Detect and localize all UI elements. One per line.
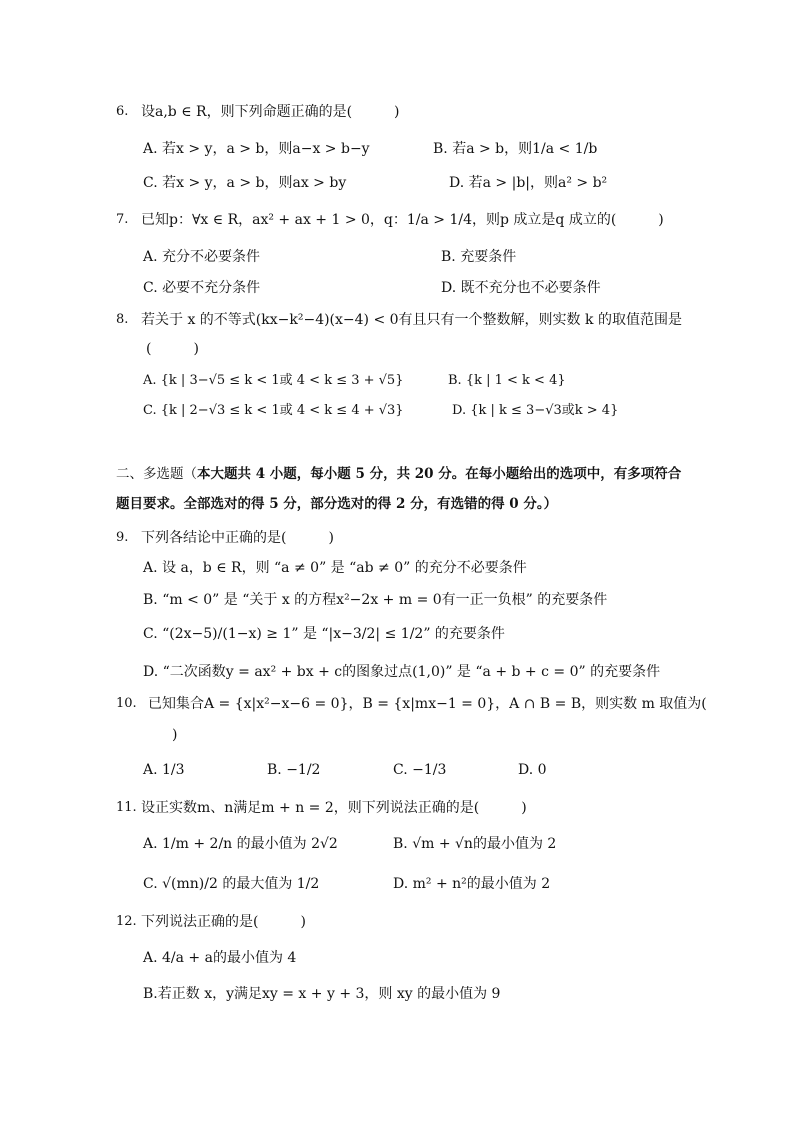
question-number: 9.: [116, 530, 129, 545]
option-a: A. 若x > y，a > b，则a−x > b−y: [143, 141, 370, 157]
option-d: D. 既不充分也不必要条件: [441, 280, 601, 296]
option-b: B. {k | 1 < k < 4}: [448, 373, 566, 388]
option-a: A. 1/m + 2/n 的最小值为 2√2: [143, 836, 338, 852]
option-a: A. 设 a，b ∈ R，则 “a ≠ 0” 是 “ab ≠ 0” 的充分不必要条件: [143, 560, 527, 576]
option-b: B. 充要条件: [441, 249, 517, 265]
option-d: D. “二次函数y = ax² + bx + c的图象过点(1,0)” 是 “a + b + c = 0” 的充要条件: [143, 664, 661, 680]
question-stem: 下列各结论中正确的是( ): [141, 530, 334, 546]
option-c: C. 必要不充分条件: [143, 280, 261, 296]
question-stem: 设a,b ∈ R，则下列命题正确的是( ): [141, 104, 400, 120]
option-b: B. “m < 0” 是 “关于 x 的方程x²−2x + m = 0有一正一负根” 的充要条件: [143, 592, 608, 608]
question-stem-continued: ( ): [146, 341, 199, 357]
option-d: D. {k | k ≤ 3−√3或k > 4}: [452, 403, 619, 418]
question-stem: 已知p：∀x ∈ R，ax² + ax + 1 > 0，q：1/a > 1/4，则p 成立是q 成立的( ): [141, 212, 664, 228]
question-number: 6.: [116, 104, 129, 119]
question-number: 11.: [116, 800, 137, 815]
question-stem: 设正实数m、n满足m + n = 2，则下列说法正确的是( ): [141, 800, 527, 816]
option-b: B. √m + √n的最小值为 2: [393, 836, 557, 852]
option-a: A. 充分不必要条件: [143, 249, 261, 265]
option-c: C. √(mn)/2 的最大值为 1/2: [143, 876, 320, 892]
question-number: 8.: [116, 312, 129, 327]
question-number: 12.: [116, 914, 137, 929]
option-a: A. {k | 3−√5 ≤ k < 1或 4 < k ≤ 3 + √5}: [143, 373, 404, 388]
question-stem: 下列说法正确的是( ): [141, 914, 306, 930]
option-c: C. −1/3: [393, 762, 447, 778]
question-stem: 若关于 x 的不等式(kx−k²−4)(x−4) < 0有且只有一个整数解，则实数 k 的取值范围是: [141, 312, 682, 328]
option-c: C. {k | 2−√3 ≤ k < 1或 4 < k ≤ 4 + √3}: [143, 403, 404, 418]
section-heading: [116, 463, 681, 485]
question-number: 7.: [116, 212, 129, 227]
option-b: B. 若a > b，则1/a < 1/b: [433, 141, 598, 157]
option-d: D. m² + n²的最小值为 2: [393, 876, 551, 892]
option-d: D. 若a > |b|，则a² > b²: [449, 175, 608, 191]
section-bold-text: 本大题共 4 小题，每小题 5 分，共 20 分。在每小题给出的选项中，有多项符合: [197, 466, 682, 482]
option-c: C. “(2x−5)/(1−x) ≥ 1” 是 “|x−3/2| ≤ 1/2” 的充要条件: [143, 626, 505, 642]
section-heading-line2: 题目要求。全部选对的得 5 分，部分选对的得 2 分，有选错的得 0 分。）: [116, 496, 558, 512]
option-b: B.若正数 x，y满足xy = x + y + 3，则 xy 的最小值为 9: [143, 986, 501, 1002]
question-stem-continued: ): [172, 727, 178, 743]
option-d: D. 0: [518, 762, 547, 778]
question-stem: 已知集合A = {x|x²−x−6 = 0}，B = {x|mx−1 = 0}，A ∩ B = B，则实数 m 取值为(: [148, 696, 707, 712]
option-c: C. 若x > y，a > b，则ax > by: [143, 175, 347, 191]
option-a: A. 1/3: [143, 762, 185, 778]
option-b: B. −1/2: [267, 762, 321, 778]
option-a: A. 4/a + a的最小值为 4: [143, 950, 297, 966]
question-number: 10.: [116, 696, 137, 711]
section-prefix: 二、多选题（: [116, 466, 197, 482]
